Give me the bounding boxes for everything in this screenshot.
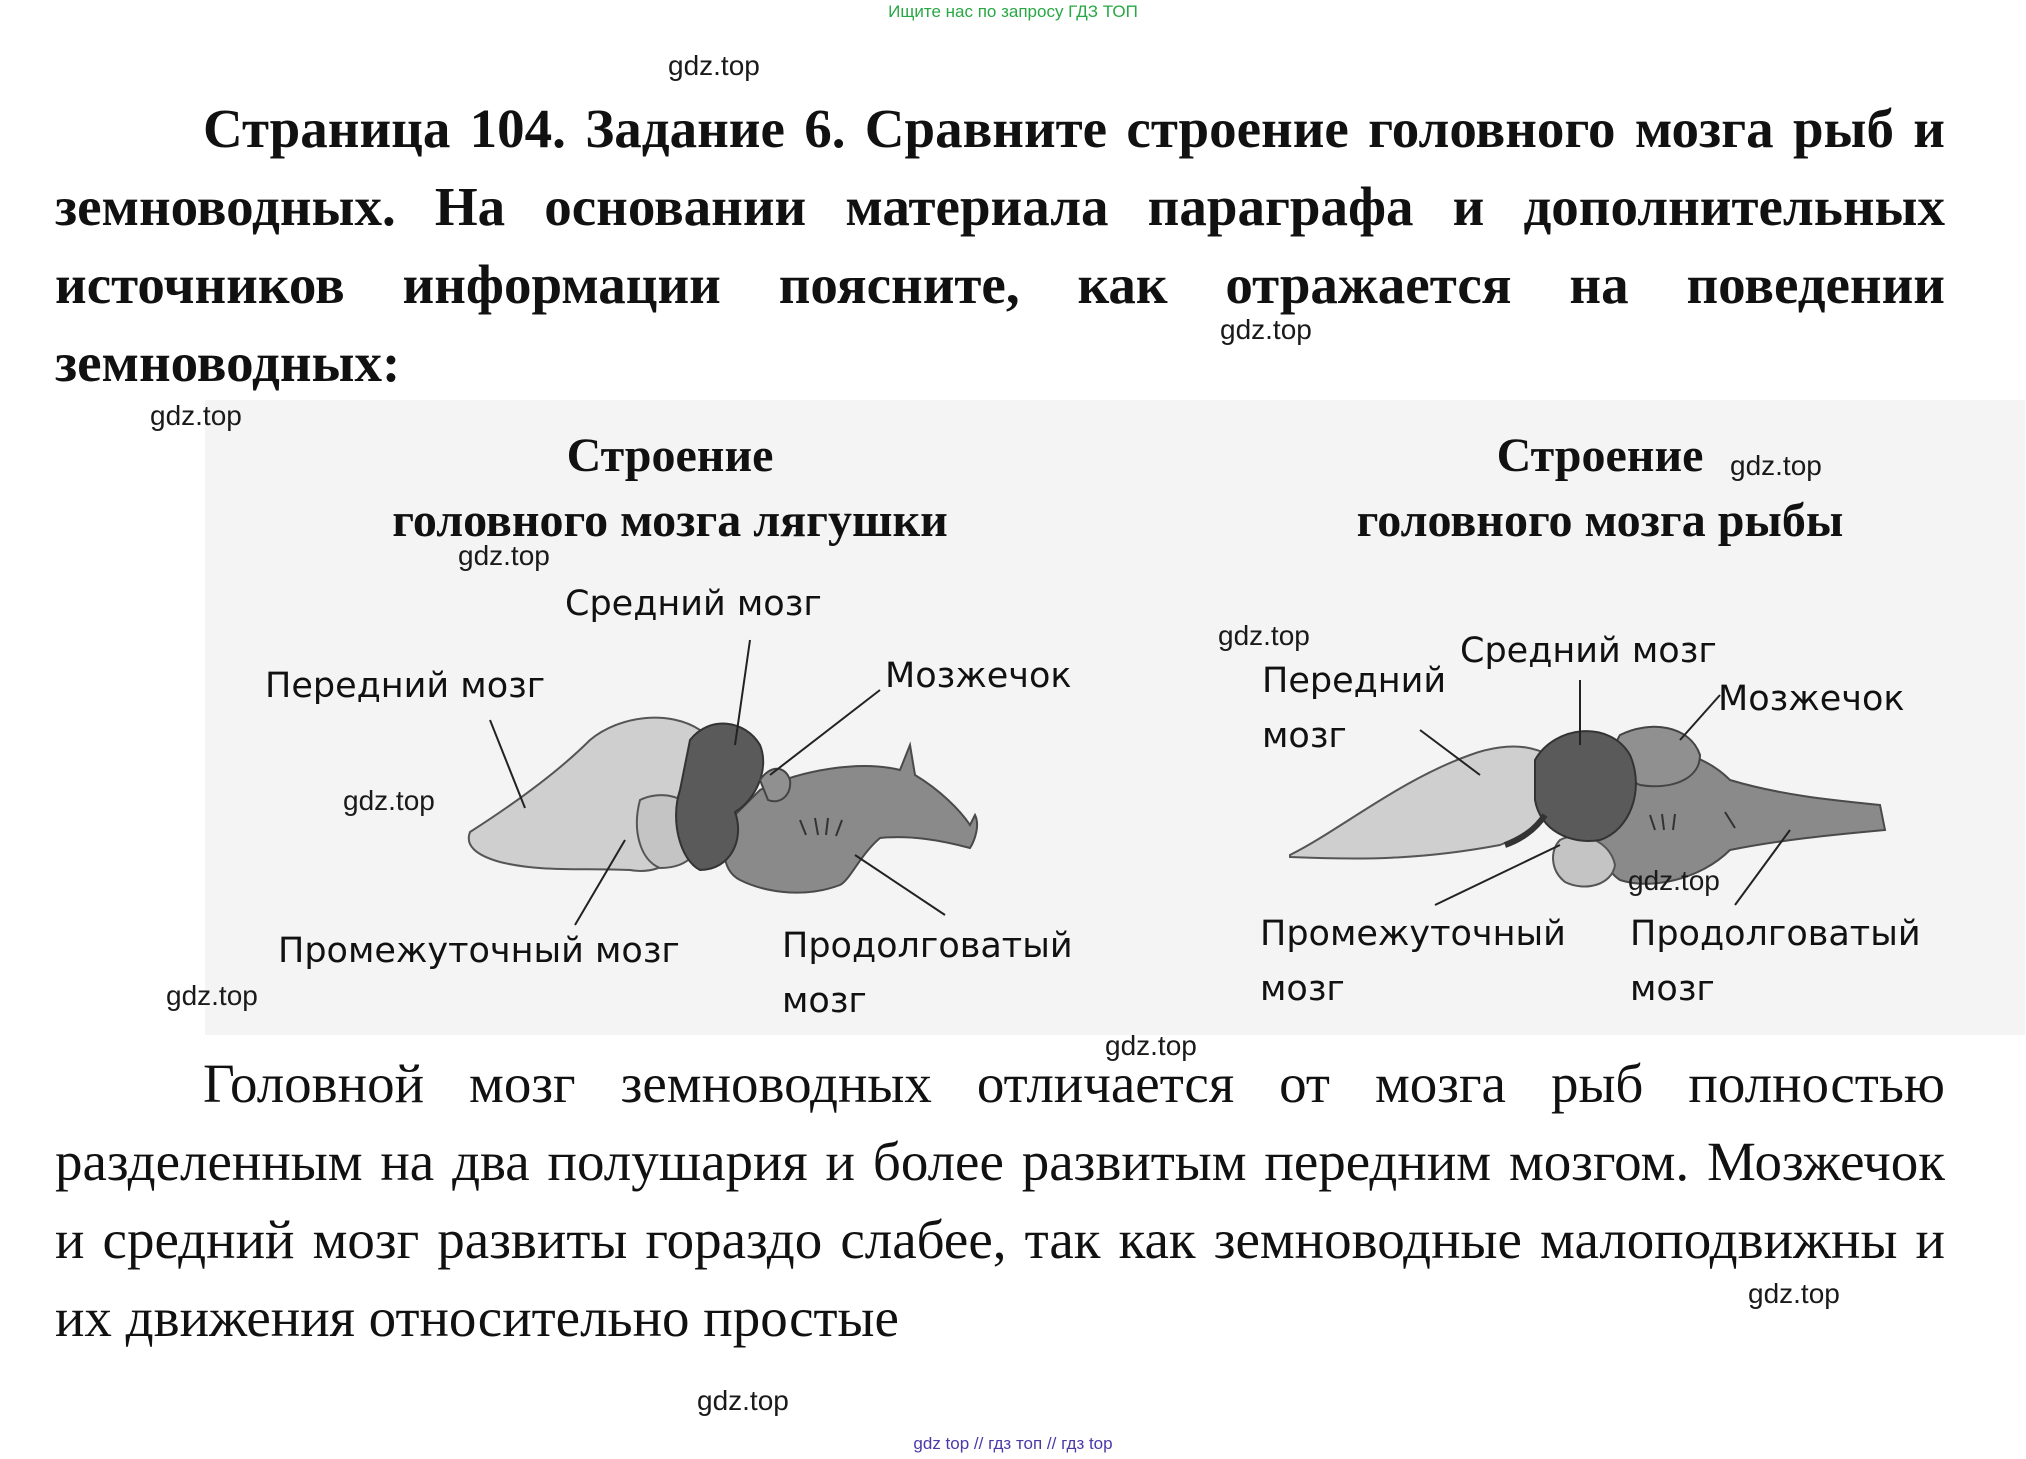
watermark: gdz.top <box>343 785 435 816</box>
watermark: gdz.top <box>668 50 760 81</box>
watermark: gdz.top <box>150 400 242 431</box>
frog-title-line2: головного мозга лягушки <box>392 494 948 547</box>
watermark: gdz.top <box>1105 1030 1197 1061</box>
fish-label-medulla-line1: Продолговатый <box>1630 914 1921 954</box>
fish-label-cerebellum: Мозжечок <box>1718 679 1905 719</box>
frog-label-cerebellum: Мозжечок <box>885 656 1072 696</box>
frog-label-midbrain: Средний мозг <box>565 584 822 624</box>
fish-label-diencephalon-line1: Промежуточный <box>1260 914 1566 954</box>
watermark: gdz.top <box>458 540 550 571</box>
watermark: gdz.top <box>166 980 258 1011</box>
header-note: Ищите нас по запросу ГДЗ ТОП <box>888 2 1138 21</box>
footer-note: gdz top // гдз топ // гдз top <box>913 1434 1113 1453</box>
frog-label-diencephalon: Промежуточный мозг <box>278 931 680 971</box>
task-text: Страница 104. Задание 6. Сравните строение головного мозга рыб и земноводных. На основании материала параграфа и дополнительных источников информации поясните, как отражается на поведении земноводных: <box>55 98 1945 393</box>
fish-title-line1: Строение <box>1496 429 1704 482</box>
watermark: gdz.top <box>1218 620 1310 651</box>
watermark: gdz.top <box>1748 1278 1840 1309</box>
watermark: gdz.top <box>1628 865 1720 896</box>
fish-midbrain <box>1535 731 1636 841</box>
fish-label-medulla-line2: мозг <box>1630 969 1715 1009</box>
watermark: gdz.top <box>1220 314 1312 345</box>
watermark: gdz.top <box>1730 450 1822 481</box>
frog-title-line1: Строение <box>566 429 774 482</box>
fish-title-line2: головного мозга рыбы <box>1356 494 1844 547</box>
fish-label-forebrain-line1: Передний <box>1262 661 1447 701</box>
frog-label-forebrain: Передний мозг <box>265 666 546 706</box>
watermark: gdz.top <box>697 1385 789 1416</box>
fish-label-forebrain-line2: мозг <box>1262 716 1347 756</box>
frog-label-medulla-line1: Продолговатый <box>782 926 1073 966</box>
fish-label-midbrain: Средний мозг <box>1460 631 1717 671</box>
fish-label-diencephalon-line2: мозг <box>1260 969 1345 1009</box>
frog-label-medulla-line2: мозг <box>782 981 867 1021</box>
answer-text: Головной мозг земноводных отличается от мозга рыб полностью разделенным на два полушария и более развитым передним мозгом. Мозжечок и средний мозг развиты гораздо слабее, так как земноводные малоподвижны и их движения относительно простые <box>55 1053 1945 1348</box>
